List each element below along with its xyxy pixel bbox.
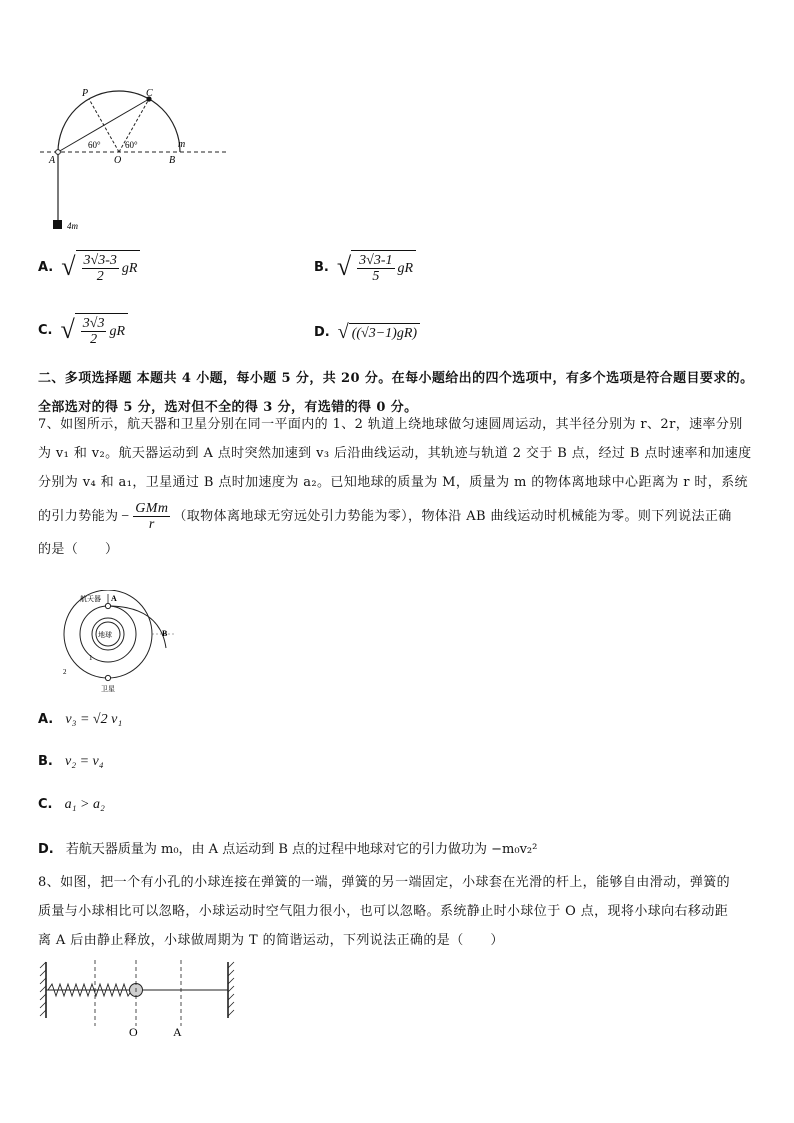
q7-fraction-den: r bbox=[148, 516, 155, 532]
q8-label-A: A bbox=[173, 1025, 182, 1039]
q8-label-O: O bbox=[129, 1025, 138, 1039]
q7-option-c bbox=[38, 797, 105, 813]
q6-label-C: C bbox=[146, 88, 153, 99]
q7-stem bbox=[38, 410, 752, 564]
q6-label-P: P bbox=[82, 88, 89, 99]
q7-line3: 分别为 v₄ 和 a₁，卫星通过 B 点时加速度为 a₂。已知地球的质量为 M，质量为 m 的物体离地球中心距离为 r 时，系统 bbox=[38, 475, 748, 490]
option-letter: B. bbox=[38, 754, 53, 769]
q6-label-m: m bbox=[178, 139, 186, 150]
q7-line1: 7、如图所示，航天器和卫星分别在同一平面内的 1、2 轨道上绕地球做匀速圆周运动，其半径分别为 r、2r，速率分别 bbox=[38, 417, 743, 432]
q6-option-c bbox=[38, 313, 128, 347]
option-letter: A. bbox=[38, 259, 54, 275]
q7-label-satellite: 卫星 bbox=[101, 685, 115, 693]
q6-angle-right: 60° bbox=[125, 140, 138, 150]
q7-fraction-num: GMm bbox=[135, 500, 169, 516]
section-heading-line1: 二、多项选择题 本题共 4 小题，每小题 5 分，共 20 分。在每小题给出的四个选项中，有多个选项是符合题目要求的。 bbox=[38, 371, 754, 386]
option-letter: B. bbox=[314, 259, 329, 275]
q7-line5: 的是（ ） bbox=[38, 542, 119, 557]
q6-option-d-expr: √ ((√3−1)gR) bbox=[338, 322, 420, 342]
q6-option-b-expr: √ $\frac{3√3-1}{5}$ gR bbox=[337, 250, 416, 284]
q7-option-a-expr: v₃ = √2 v₁ bbox=[65, 712, 123, 727]
q6-angle-left: 60° bbox=[88, 140, 101, 150]
q7-option-b-expr: v₂ = v₄ bbox=[65, 754, 104, 769]
option-letter: A. bbox=[38, 712, 54, 727]
option-letter: C. bbox=[38, 322, 53, 338]
q7-orbit-figure bbox=[52, 590, 187, 698]
q8-stem bbox=[38, 868, 730, 955]
q7-label-earth: 地球 bbox=[98, 631, 112, 639]
q8-line2: 质量与小球相比可以忽略，小球运动时空气阻力很小，也可以忽略。系统静止时小球位于 O 点，现将小球向右移动距 bbox=[38, 904, 729, 919]
q6-label-A: A bbox=[49, 155, 56, 166]
option-letter: C. bbox=[38, 797, 53, 812]
q8-line1: 8、如图，把一个有小孔的小球连接在弹簧的一端，弹簧的另一端固定，小球套在光滑的杆上，能够自由滑动，弹簧的 bbox=[38, 875, 731, 890]
q7-potential-fraction bbox=[133, 501, 170, 532]
section-heading-line2: 全部选对的得 5 分，选对但不全的得 3 分，有选错的得 0 分。 bbox=[38, 400, 418, 415]
q6-option-d bbox=[314, 322, 420, 342]
q7-line4-post: （取物体离地球无穷远处引力势能为零），物体沿 AB 曲线运动时机械能为零。则下列说法正确 bbox=[173, 508, 732, 524]
q7-label-A: A bbox=[111, 594, 117, 603]
q7-label-orbit1: 1 bbox=[89, 654, 93, 662]
q7-label-orbit2: 2 bbox=[63, 668, 67, 676]
q7-option-d-text: 若航天器质量为 m₀，由 A 点运动到 B 点的过程中地球对它的引力做功为 −m₀v₂² bbox=[65, 842, 538, 857]
q6-option-a bbox=[38, 250, 140, 284]
q6-option-b bbox=[314, 250, 416, 284]
option-letter: D. bbox=[38, 842, 54, 857]
q6-label-mass: 4m bbox=[67, 221, 78, 231]
q7-option-b bbox=[38, 754, 104, 770]
option-letter: D. bbox=[314, 324, 330, 340]
q7-line4: 的引力势能为 − $\frac{\text{GMm}}{r}$ （取物体离地球无穷远处引力势能为零），物体沿 AB 曲线运动时机械能为零。则下列说法正确 bbox=[38, 500, 732, 532]
q7-option-d bbox=[38, 838, 537, 857]
q7-label-spacecraft: 航天器 bbox=[80, 595, 101, 603]
q6-option-a-expr: √ $\frac{3√3-3}{2}$ gR bbox=[61, 250, 140, 284]
q6-figure bbox=[38, 84, 228, 234]
q7-label-B: B bbox=[162, 629, 168, 638]
q7-option-a bbox=[38, 712, 122, 728]
q7-line4-pre: 的引力势能为 bbox=[38, 508, 119, 524]
q6-label-O: O bbox=[114, 155, 122, 166]
q8-spring-figure bbox=[38, 956, 243, 1042]
q8-line3: 离 A 后由静止释放，小球做周期为 T 的简谐运动，下列说法正确的是（ ） bbox=[38, 933, 504, 948]
q6-label-B: B bbox=[169, 155, 176, 166]
q6-option-c-expr: √ $\frac{3√3}{2}$ gR bbox=[60, 313, 128, 347]
q7-line2: 为 v₁ 和 v₂。航天器运动到 A 点时突然加速到 v₃ 后沿曲线运动，其轨迹与轨道 2 交于 B 点，经过 B 点时速率和加速度 bbox=[38, 446, 752, 461]
q7-option-c-expr: a₁ > a₂ bbox=[64, 797, 105, 812]
